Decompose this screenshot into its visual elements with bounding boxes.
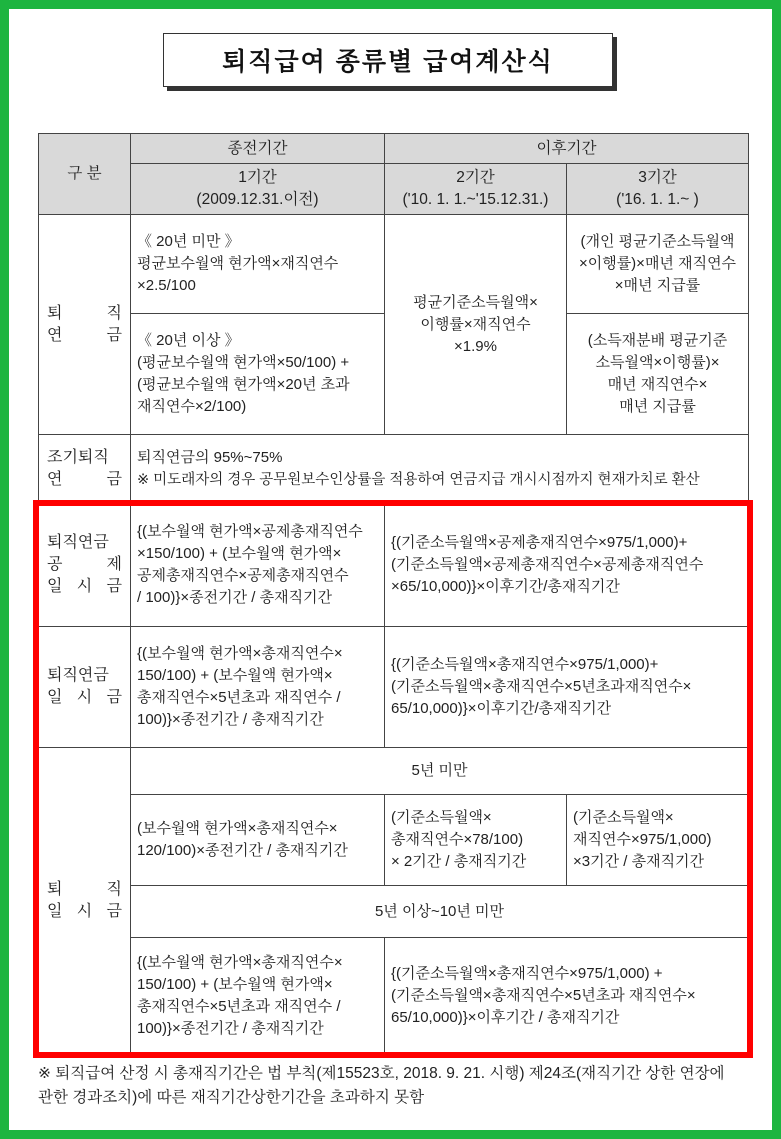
early-line2: ※ 미도래자의 경우 공무원보수인상률을 적용하여 연금지급 개시시점까지 현재가치로 환산 <box>137 471 700 488</box>
retire-lump-5to10-after: {(기준소득월액×총재직연수×975/1,000) + (기준소득월액×총재직연수×5년초과 재직연수× 65/10,000)}×이후기간 / 총재직기간 <box>385 938 749 1055</box>
early-line1: 퇴직연금의 95%~75% <box>137 448 283 466</box>
header-after-period: 이후기간 <box>385 134 749 164</box>
deduction-lump-prior: {(보수월액 현가액×공제총재직연수 ×150/100) + (보수월액 현가액× 공제총재직연수×공제총재직연수 / 100)}×종전기간 / 총재직기간 <box>131 503 385 627</box>
header-prior-period: 종전기간 <box>131 134 385 164</box>
pension-p3-a: (개인 평균기준소득월액 ×이행률)×매년 재직연수 ×매년 지급률 <box>567 215 749 314</box>
retire-lump-under5-header: 5년 미만 <box>131 748 749 795</box>
header-period-3: 3기간 ('16. 1. 1.~ ) <box>567 164 749 215</box>
pension-p1-under20: 《 20년 미만 》 평균보수월액 현가액×재직연수 ×2.5/100 <box>131 215 385 314</box>
row-label-retire-lump: 퇴 직 일 시 금 <box>39 748 131 1055</box>
retire-lump-under5-p2: (기준소득월액× 총재직연수×78/100) × 2기간 / 총재직기간 <box>385 795 567 886</box>
header-category: 구 분 <box>39 134 131 215</box>
header-period-1: 1기간 (2009.12.31.이전) <box>131 164 385 215</box>
retire-lump-5to10-header: 5년 이상~10년 미만 <box>131 886 749 938</box>
row-label-deduction-lump: 퇴직연금 공 제 일 시 금 <box>39 503 131 627</box>
pension-p3-b: (소득재분배 평균기준 소득월액×이행률)× 매년 재직연수× 매년 지급률 <box>567 314 749 435</box>
retire-lump-under5-p3: (기준소득월액× 재직연수×975/1,000) ×3기간 / 총재직기간 <box>567 795 749 886</box>
pension-lump-prior: {(보수월액 현가액×총재직연수× 150/100) + (보수월액 현가액× 총재직연수×5년초과 재직연수 / 100)}×종전기간 / 총재직기간 <box>131 627 385 748</box>
pension-p1-over20: 《 20년 이상 》 (평균보수월액 현가액×50/100) + (평균보수월액 현가액×20년 초과 재직연수×2/100) <box>131 314 385 435</box>
retire-lump-5to10-prior: {(보수월액 현가액×총재직연수× 150/100) + (보수월액 현가액× 총재직연수×5년초과 재직연수 / 100)}×종전기간 / 총재직기간 <box>131 938 385 1055</box>
row-label-pension-lump: 퇴직연금 일 시 금 <box>39 627 131 748</box>
row-label-pension: 퇴 직 연 금 <box>39 215 131 435</box>
formula-table <box>38 133 749 1055</box>
pension-lump-after: {(기준소득월액×총재직연수×975/1,000)+ (기준소득월액×총재직연수×5년초과재직연수× 65/10,000)}×이후기간/총재직기간 <box>385 627 749 748</box>
footnote: ※ 퇴직급여 산정 시 총재직기간은 법 부칙(제15523호, 2018. 9. 21. 시행) 제24조(재직기간 상한 연장에 관한 경과조치)에 따른 재직기간상한기간을 초과하지 못함 <box>38 1065 725 1106</box>
pension-p2: 평균기준소득월액× 이행률×재직연수 ×1.9% <box>385 215 567 435</box>
page-title: 퇴직급여 종류별 급여계산식 <box>163 33 613 87</box>
retire-lump-under5-p1: (보수월액 현가액×총재직연수× 120/100)×종전기간 / 총재직기간 <box>131 795 385 886</box>
row-label-early: 조기퇴직 연 금 <box>39 435 131 503</box>
deduction-lump-after: {(기준소득월액×공제총재직연수×975/1,000)+ (기준소득월액×공제총재직연수×공제총재직연수 ×65/10,000)}×이후기간/총재직기간 <box>385 503 749 627</box>
header-period-2: 2기간 ('10. 1. 1.~'15.12.31.) <box>385 164 567 215</box>
